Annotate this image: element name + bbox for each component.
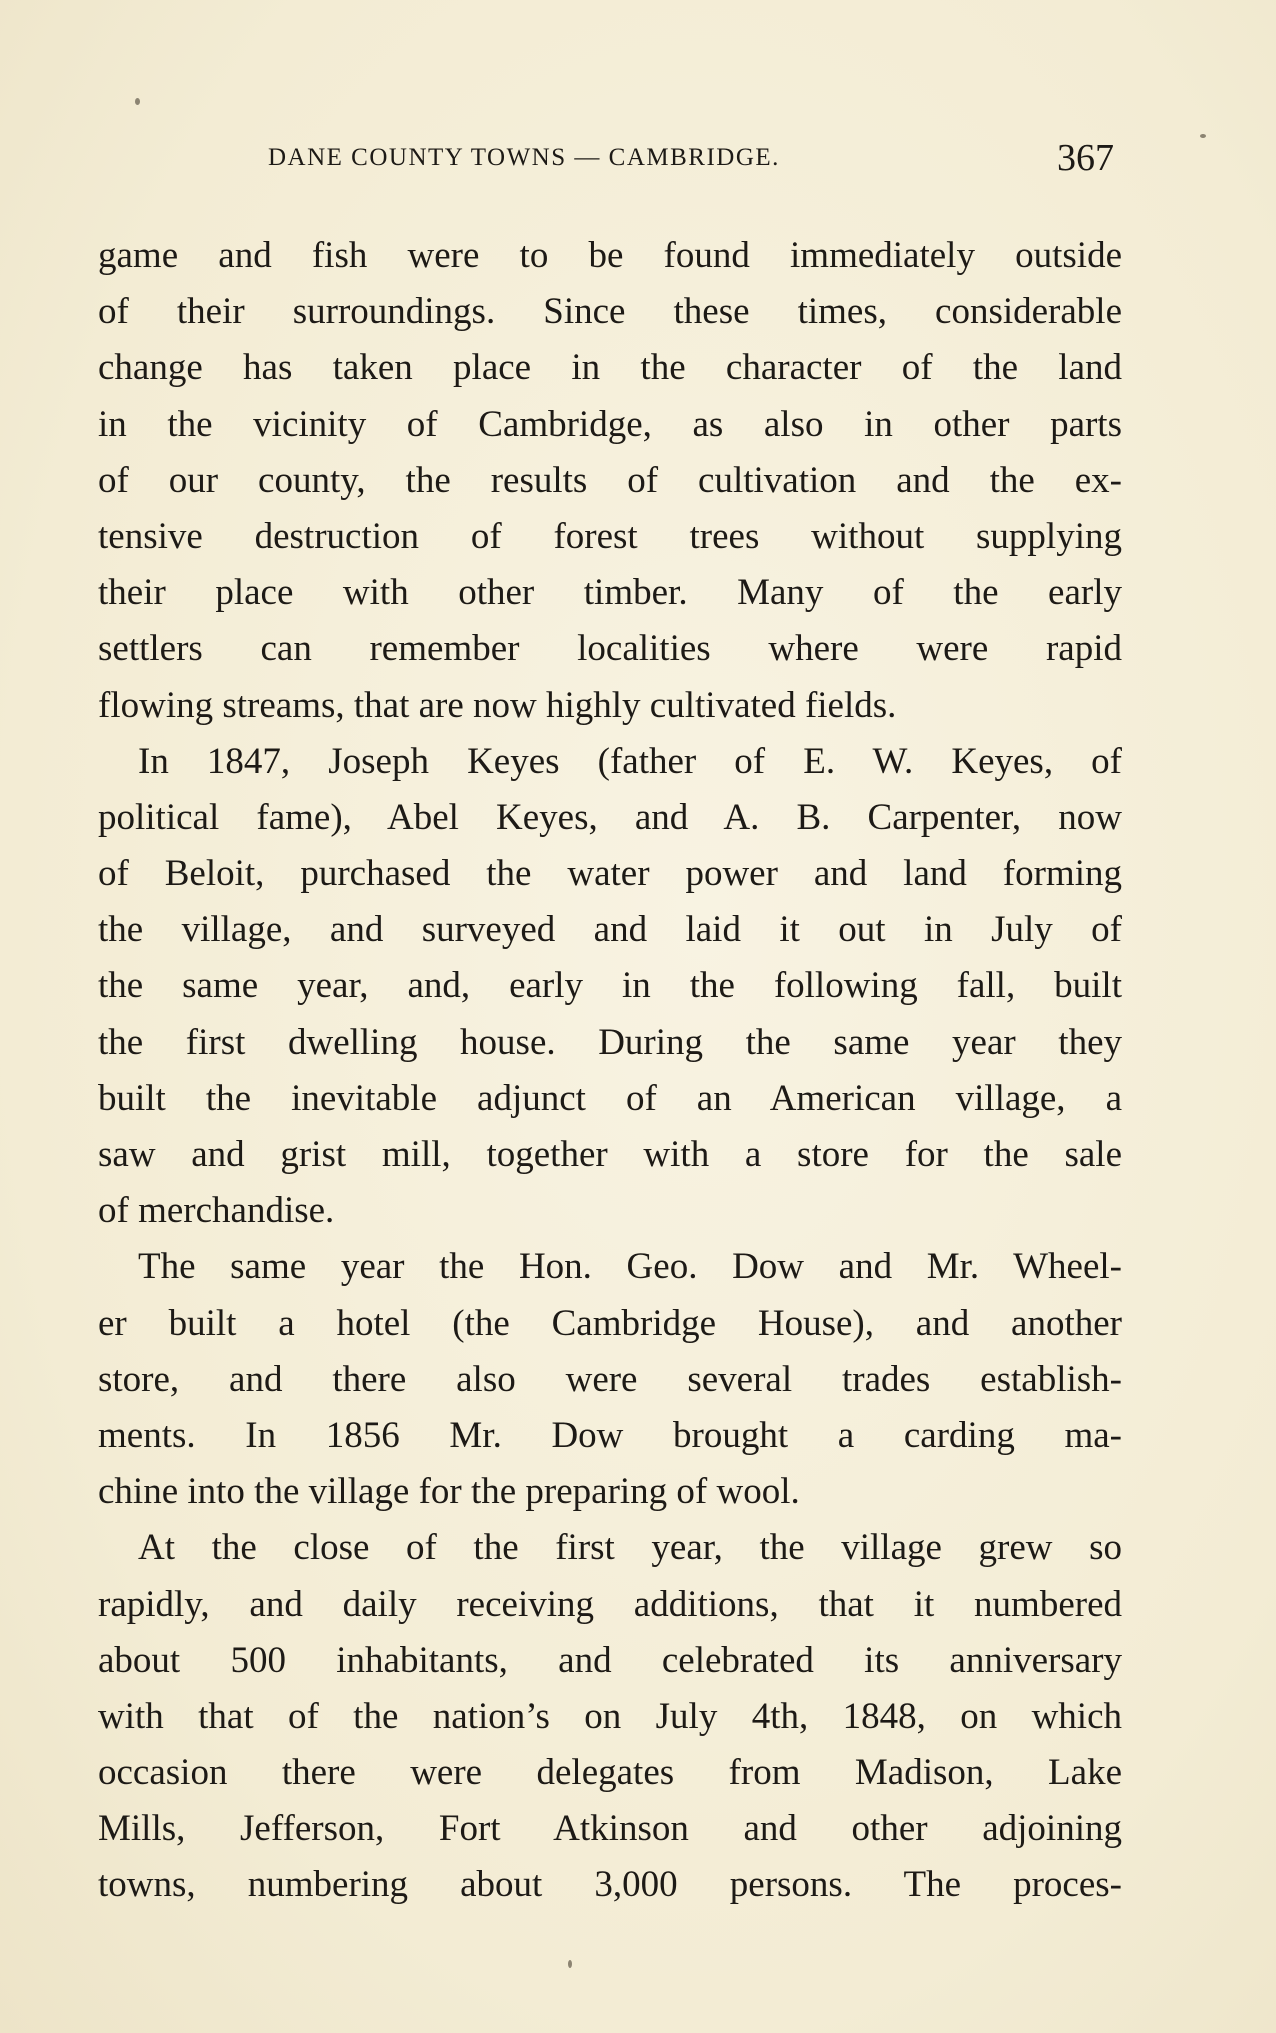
text-line: the village, and surveyed and laid it out in July of xyxy=(98,909,1122,951)
running-title: DANE COUNTY TOWNS — CAMBRIDGE. xyxy=(268,144,780,171)
text-line: of our county, the results of cultivation and the ex- xyxy=(98,459,1122,501)
text-line: the same year, and, early in the following fall, built xyxy=(98,965,1122,1007)
text-line: change has taken place in the character of the land xyxy=(98,347,1122,389)
text-line: chine into the village for the preparing of wool. xyxy=(98,1471,800,1513)
text-line: of Beloit, purchased the water power and land forming xyxy=(98,853,1122,895)
text-line: In 1847, Joseph Keyes (father of E. W. Keyes, of xyxy=(138,740,1122,782)
text-line: er built a hotel (the Cambridge House), and another xyxy=(98,1302,1122,1344)
body-text xyxy=(98,228,1122,1914)
text-line: in the vicinity of Cambridge, as also in other parts xyxy=(98,403,1122,445)
text-line: occasion there were delegates from Madison, Lake xyxy=(98,1752,1122,1794)
text-line: Mills, Jefferson, Fort Atkinson and other adjoining xyxy=(98,1808,1122,1850)
text-line: with that of the nation’s on July 4th, 1848, on which xyxy=(98,1695,1122,1737)
page-number: 367 xyxy=(1057,137,1114,179)
text-line: built the inevitable adjunct of an American village, a xyxy=(98,1077,1122,1119)
book-page xyxy=(98,128,1122,1906)
text-line: of their surroundings. Since these times, considerable xyxy=(98,291,1122,333)
text-line: towns, numbering about 3,000 persons. The proces- xyxy=(98,1864,1122,1906)
text-line: tensive destruction of forest trees without supplying xyxy=(98,515,1122,557)
text-line: At the close of the first year, the village grew so xyxy=(138,1527,1122,1569)
text-line: flowing streams, that are now highly cultivated fields. xyxy=(98,684,897,726)
text-line: their place with other timber. Many of the early xyxy=(98,572,1122,614)
paper-speck xyxy=(1200,134,1206,138)
text-line: ments. In 1856 Mr. Dow brought a carding ma- xyxy=(98,1414,1122,1456)
text-line: The same year the Hon. Geo. Dow and Mr. Wheel- xyxy=(138,1246,1122,1288)
running-head xyxy=(98,128,1122,184)
text-line: saw and grist mill, together with a store for the sale xyxy=(98,1134,1122,1175)
text-line: rapidly, and daily receiving additions, that it numbered xyxy=(98,1583,1122,1625)
text-line: the first dwelling house. During the same year they xyxy=(98,1021,1122,1063)
text-line: game and fish were to be found immediately outside xyxy=(98,235,1122,276)
text-line: store, and there also were several trades establish- xyxy=(98,1358,1122,1400)
text-line: about 500 inhabitants, and celebrated its anniversary xyxy=(98,1639,1122,1681)
paper-speck xyxy=(135,98,140,105)
text-line: political fame), Abel Keyes, and A. B. Carpenter, now xyxy=(98,796,1122,838)
paper-speck xyxy=(568,1960,572,1968)
text-line: of merchandise. xyxy=(98,1190,335,1232)
text-line: settlers can remember localities where were rapid xyxy=(98,628,1122,670)
